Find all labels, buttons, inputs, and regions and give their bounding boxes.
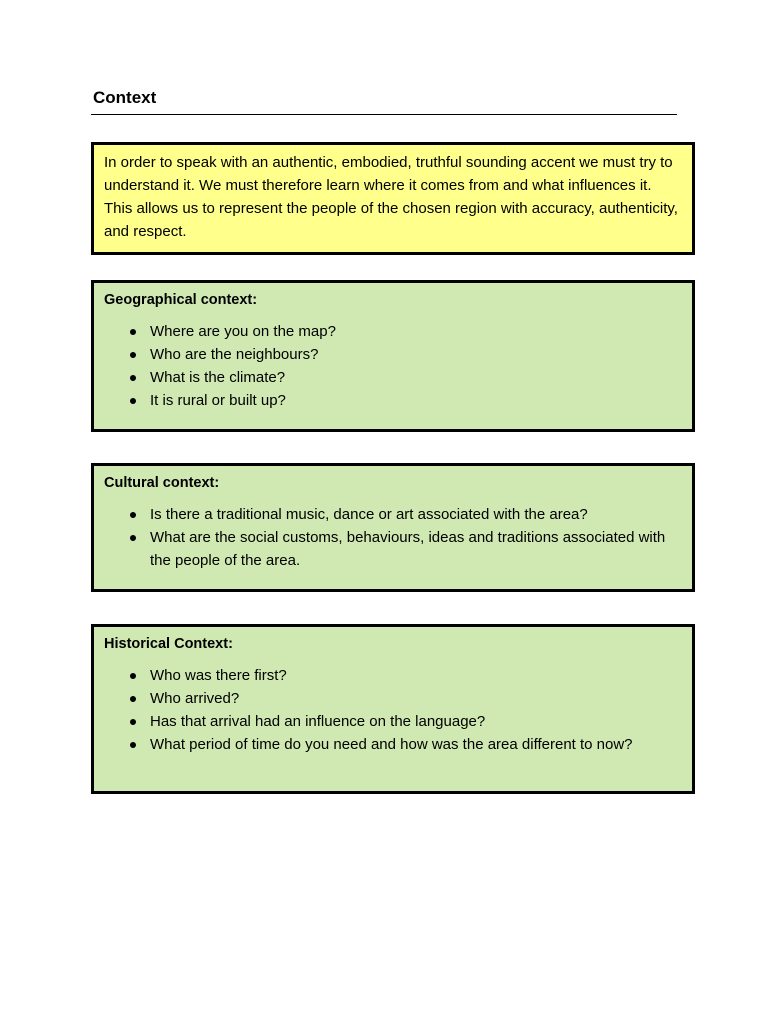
intro-text: In order to speak with an authentic, embodied, truthful sounding accent we must try to understand it. We must therefore learn where it comes from and what influences it. This allows us to represent the people of the chosen region with accuracy, authenticity, and respect.	[104, 154, 678, 240]
intro-box	[91, 142, 695, 255]
list-item: Who are the neighbours?	[104, 343, 682, 366]
historical-context-box	[91, 624, 695, 794]
list-item: Has that arrival had an influence on the language?	[104, 710, 682, 733]
list-item: What are the social customs, behaviours, ideas and traditions associated with the people of the area.	[104, 526, 682, 572]
page-title: Context	[93, 88, 157, 107]
bullet-list	[104, 503, 682, 572]
section-heading: Cultural context:	[104, 475, 220, 491]
cultural-context-box	[91, 463, 695, 592]
bullet-list	[104, 320, 682, 412]
bullet-list	[104, 664, 682, 756]
list-item: What period of time do you need and how was the area different to now?	[104, 733, 682, 756]
title-divider	[91, 114, 677, 115]
section-heading: Geographical context:	[104, 292, 258, 308]
list-item: What is the climate?	[104, 366, 682, 389]
list-item: Who arrived?	[104, 687, 682, 710]
list-item: Who was there first?	[104, 664, 682, 687]
list-item: It is rural or built up?	[104, 389, 682, 412]
section-heading: Historical Context:	[104, 636, 233, 652]
list-item: Where are you on the map?	[104, 320, 682, 343]
list-item: Is there a traditional music, dance or art associated with the area?	[104, 503, 682, 526]
geographical-context-box	[91, 280, 695, 432]
